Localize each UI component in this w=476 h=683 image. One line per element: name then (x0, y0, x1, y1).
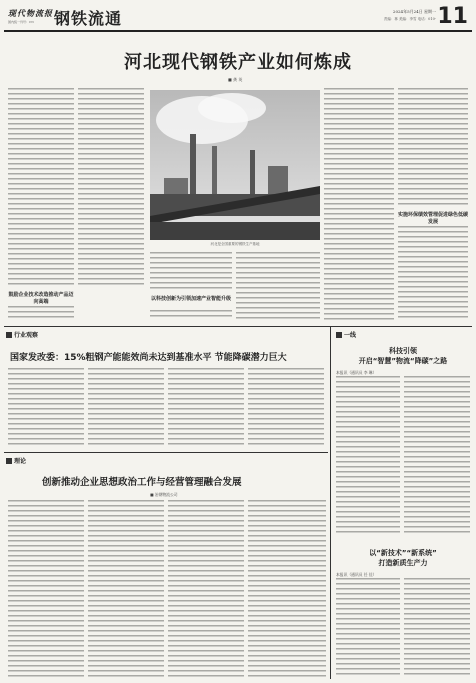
yixian-headline-2 (336, 548, 470, 568)
lead-column-6-lower (398, 226, 468, 320)
yixian-headline2-line1: 以“新技术”“新系统” (369, 549, 437, 557)
masthead (4, 4, 472, 32)
yixian-headline-line1: 科技引领 (389, 347, 417, 355)
lead-column-5 (324, 88, 394, 320)
lead-column-1-lower (8, 306, 74, 320)
page-number: 11 (437, 4, 468, 29)
yixian-byline-2: 本报讯（通讯员 任 佳） (336, 572, 377, 577)
editor-line: 责编：林 美编：李雪 电话：010- (383, 17, 436, 21)
yixian-section-tag (336, 330, 356, 339)
photo-caption: 河北是全国重要的钢铁生产基地 (210, 242, 260, 246)
industry-tag-label: 行业观察 (14, 332, 39, 339)
yixian-headline2-line2: 打造新质生产力 (378, 559, 428, 568)
yixian-headline-line2: 开启“智慧”物流“降碳”之路 (358, 357, 448, 366)
theory-divider (4, 452, 328, 453)
yixian-byline: 本报讯（通讯员 李 琳） (336, 370, 377, 375)
lead-column-6-upper (398, 88, 468, 206)
section-marker-icon (6, 332, 12, 338)
theory-column-3 (168, 500, 244, 678)
section-title: 钢铁流通 (54, 9, 123, 28)
yixian-column-3 (336, 578, 400, 678)
lead-byline: ■ 龚 英 (228, 77, 243, 82)
industry-column-2 (88, 368, 164, 446)
lead-subhead-1: 鼓励企业技术改造推动产品迈向高端 (8, 292, 74, 305)
industry-section-tag (6, 330, 38, 339)
section-marker-icon (336, 332, 342, 338)
paper-name: 现代物流报 (8, 8, 53, 18)
theory-section-tag (6, 456, 26, 465)
theory-column-1 (8, 500, 84, 678)
section-divider (4, 326, 472, 327)
industry-column-4 (248, 368, 324, 446)
steel-plant-photo (150, 90, 320, 240)
lead-subhead-3: 实施环保绩效管理促进绿色低碳发展 (398, 212, 469, 225)
issue-date: 2024年5月24日 星期一 (392, 9, 436, 14)
industry-headline: 国家发改委：15%粗钢产能能效尚未达到基准水平 节能降碳潜力巨大 (10, 353, 287, 363)
lead-column-2 (78, 88, 144, 288)
industry-column-3 (168, 368, 244, 446)
section-marker-icon (6, 458, 12, 464)
theory-tag-label: 理论 (14, 458, 27, 465)
theory-column-2 (88, 500, 164, 678)
yixian-column-1 (336, 376, 400, 536)
theory-headline: 创新推动企业思想政治工作与经营管理融合发展 (42, 477, 242, 488)
lead-headline: 河北现代钢铁产业如何炼成 (124, 52, 352, 73)
theory-column-4 (248, 500, 326, 678)
lead-subhead-2: 以科技创新为引领加速产业智能升级 (150, 296, 231, 302)
paper-registration: 国内统一刊号：CN (8, 20, 34, 24)
lead-column-1 (8, 88, 74, 288)
lead-column-4 (236, 252, 320, 320)
yixian-headline (336, 346, 470, 366)
yixian-tag-label: 一线 (344, 332, 357, 339)
yixian-column-4 (404, 578, 470, 678)
yixian-column-2 (404, 376, 470, 536)
theory-byline: ■ 冶钢物流公司 (150, 492, 178, 497)
lead-column-3 (150, 252, 232, 292)
industry-column-1 (8, 368, 84, 446)
lead-column-3-lower (150, 310, 232, 320)
column-divider (330, 326, 331, 679)
